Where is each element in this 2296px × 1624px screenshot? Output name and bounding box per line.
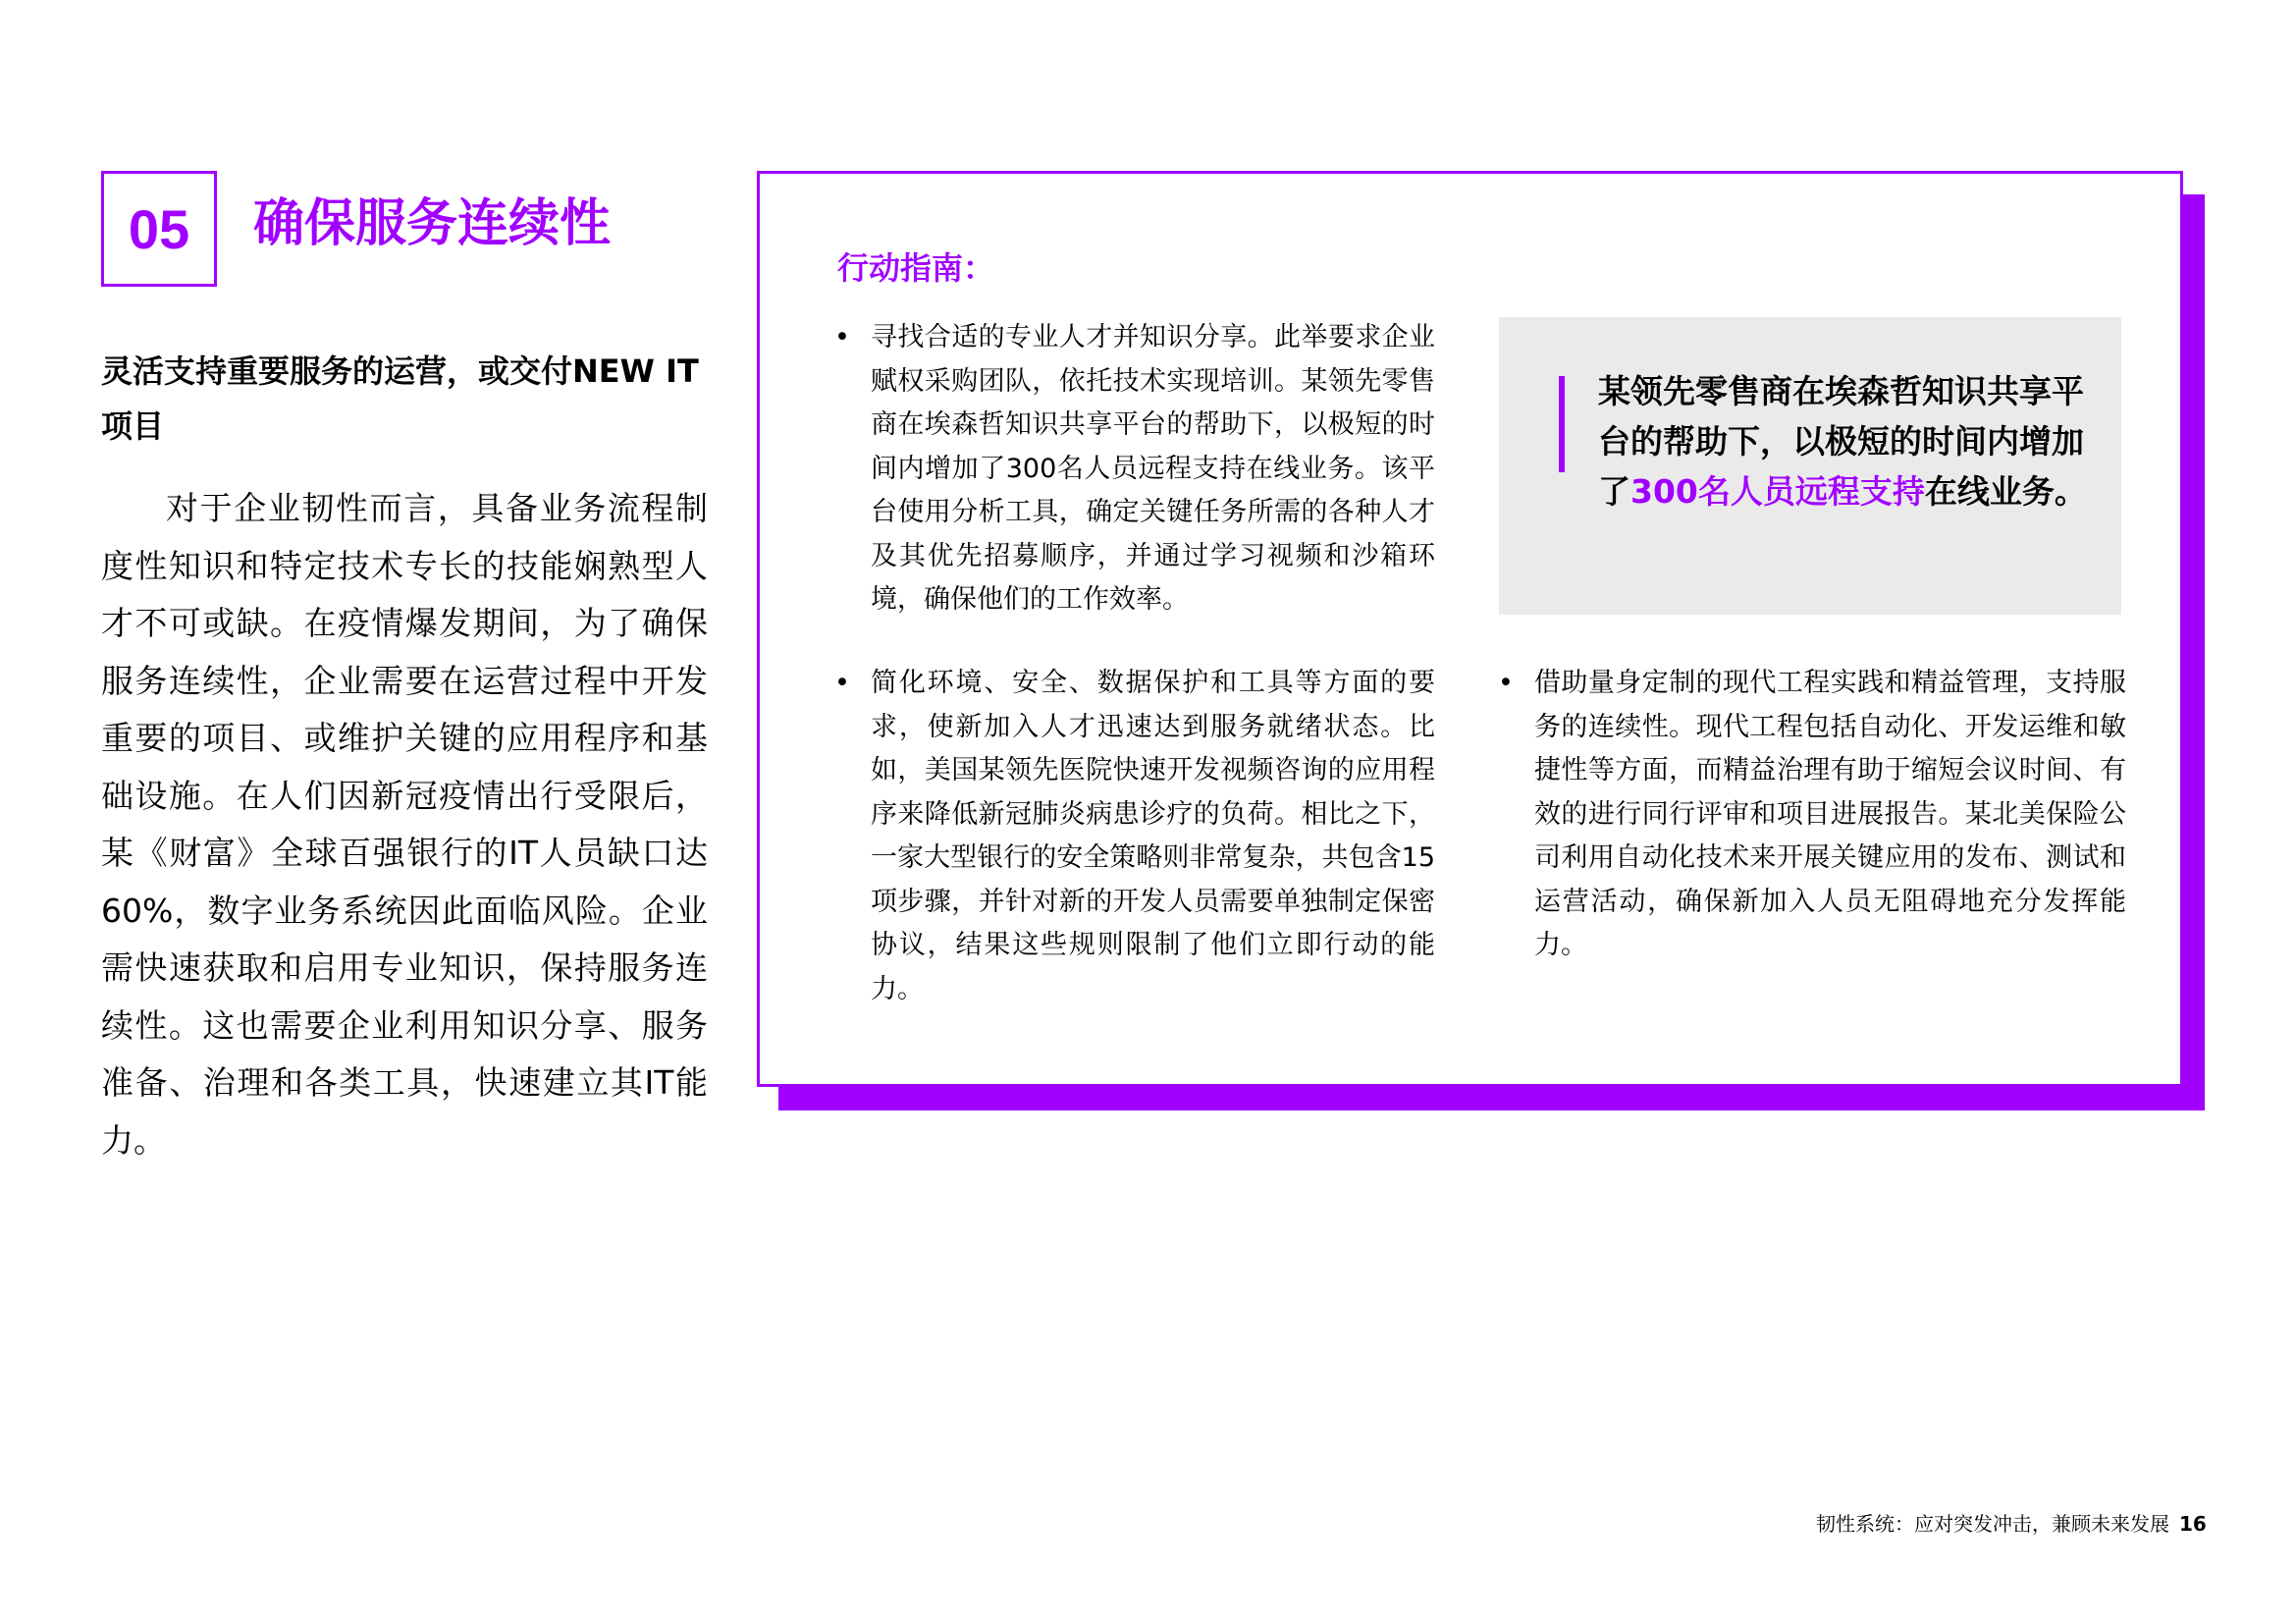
bullet-marker: • [834,668,850,698]
quote-box [1499,317,2121,615]
section-title: 确保服务连续性 [253,194,612,253]
quote-highlight: 300名人员远程支持 [1630,472,1925,511]
guide-title: 行动指南： [837,249,995,287]
bullet-marker: • [834,322,850,352]
quote-bar [1559,376,1565,472]
bullet-text: 寻找合适的专业人才并知识分享。此举要求企业赋权采购团队，依托技术实现培训。某领先零售商在埃森哲知识共享平台的帮助下，以极短的时间内增加了300名人员远程支持在线业务。该平台使用分析工具，确定关键任务所需的各种人才及其优先招募顺序，并通过学习视频和沙箱环境，确保他们的工作效率。 [871,322,1435,615]
bullet-marker: • [1498,668,1514,698]
guide-bullet [834,316,1435,623]
action-guide-card [757,171,2183,1087]
page-number: 16 [2179,1512,2207,1536]
guide-bullet [834,662,1435,1011]
footer-text: 韧性系统：应对突发冲击，兼顾未来发展 [1816,1512,2169,1536]
body-paragraph: 对于企业韧性而言，具备业务流程制度性知识和特定技术专长的技能娴熟型人才不可或缺。在疫情爆发期间，为了确保服务连续性，企业需要在运营过程中开发重要的项目、或维护关键的应用程序和基础设施。在人们因新冠疫情出行受限后，某《财富》全球百强银行的IT人员缺口达60%，数字业务系统因此面临风险。企业需快速获取和启用专业知识，保持服务连续性。这也需要企业利用知识分享、服务准备、治理和各类工具，快速建立其IT能力。 [101,489,708,1160]
bullet-text: 简化环境、安全、数据保护和工具等方面的要求，使新加入人才迅速达到服务就绪状态。比如，美国某领先医院快速开发视频咨询的应用程序来降低新冠肺炎病患诊疗的负荷。相比之下，一家大型银行的安全策略则非常复杂，共包含15项步骤，并针对新的开发人员需要单独制定保密协议，结果这些规则限制了他们立即行动的能力。 [871,668,1435,1004]
bullet-text: 借助量身定制的现代工程实践和精益管理，支持服务的连续性。现代工程包括自动化、开发运维和敏捷性等方面，而精益治理有助于缩短会议时间、有效的进行同行评审和项目进展报告。某北美保险公司利用自动化技术来开展关键应用的发布、测试和运营活动，确保新加入人员无阻碍地充分发挥能力。 [1534,668,2126,960]
guide-bullet [1498,662,2126,968]
quote-text-after: 在线业务。 [1924,472,2087,511]
quote-text [1598,366,2089,516]
section-number: 05 [101,171,217,287]
subtitle: 灵活支持重要服务的运营，或交付NEW IT项目 [101,352,699,445]
quote-text-before: 某领先零售商在埃森哲知识共享平台的帮助下，以极短的时间内增加了 [1598,372,2084,511]
